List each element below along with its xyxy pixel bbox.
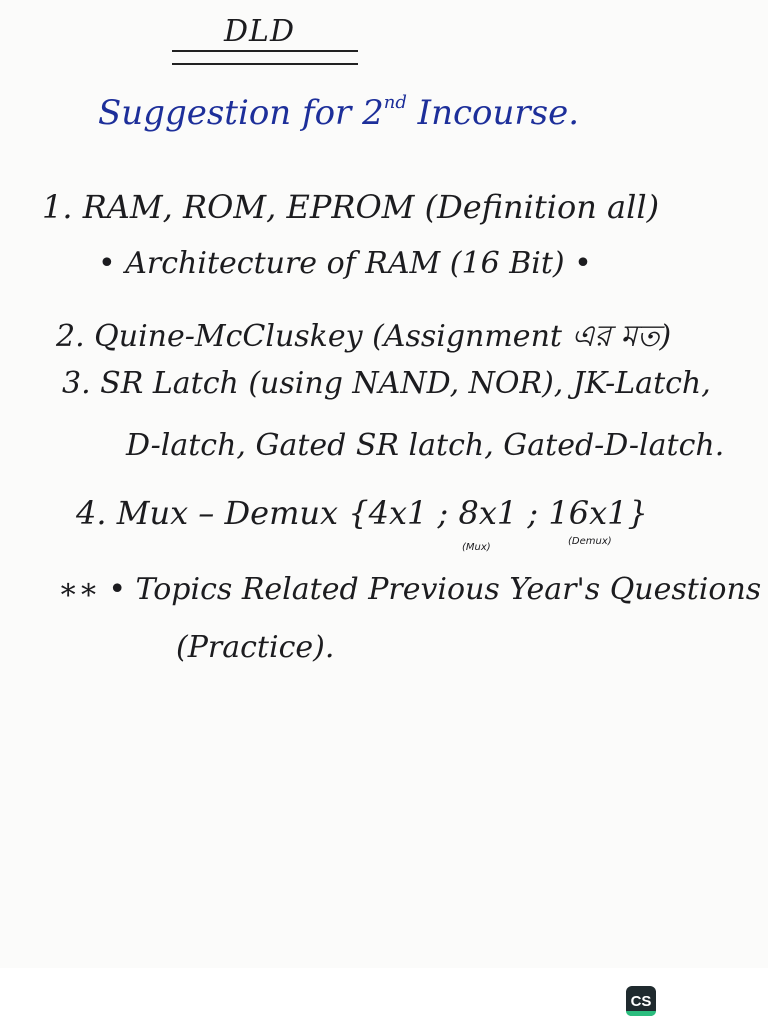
heading-main: Suggestion for 2: [98, 93, 384, 133]
document-title: DLD: [224, 14, 296, 49]
list-item-1-sub: • Architecture of RAM (16 Bit) •: [98, 246, 592, 281]
heading-superscript: nd: [383, 92, 407, 113]
title-underline: [172, 50, 358, 52]
heading-tail: Incourse.: [406, 93, 580, 133]
list-item-topics-cont: (Practice).: [176, 630, 335, 665]
list-item-2: 2. Quine-McCluskey (Assignment এর মত): [56, 319, 672, 354]
list-item-3: 3. SR Latch (using NAND, NOR), JK-Latch,: [62, 366, 711, 401]
mux-note: (Mux): [462, 542, 491, 553]
title-underline-second: [172, 63, 358, 65]
demux-note: (Demux): [568, 536, 612, 547]
list-item-1: 1. RAM, ROM, EPROM (Definition all): [42, 188, 660, 226]
camscanner-logo-icon: CS: [626, 986, 656, 1016]
list-item-3-cont: D-latch, Gated SR latch, Gated-D-latch.: [126, 428, 725, 463]
list-item-4: 4. Mux – Demux {4x1 ; 8x1 ; 16x1}: [76, 494, 648, 532]
page-heading: [98, 92, 579, 133]
list-item-topics: ∗∗ • Topics Related Previous Year's Questions: [58, 572, 762, 607]
